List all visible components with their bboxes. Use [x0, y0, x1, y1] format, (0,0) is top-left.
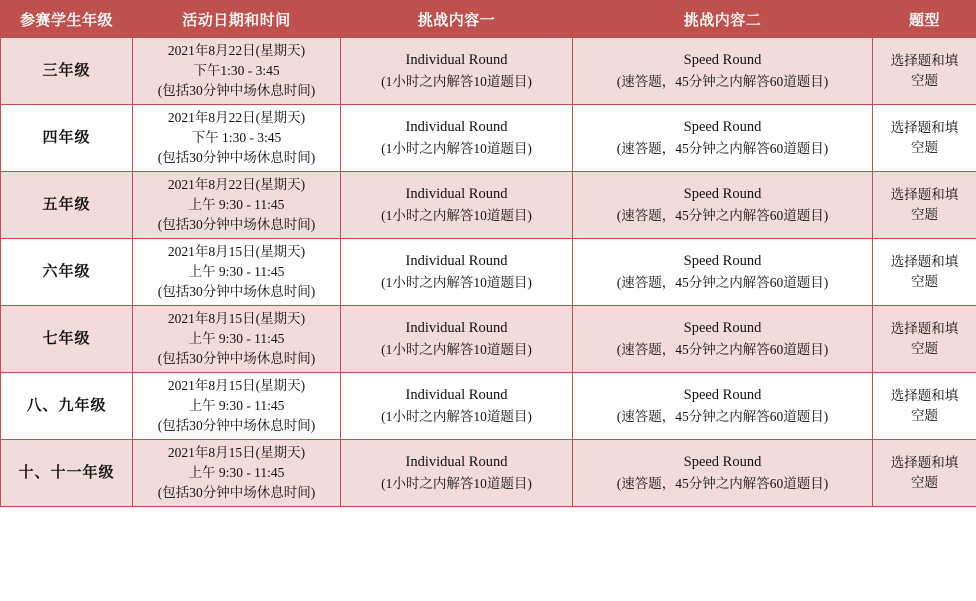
challenge-one-detail: (1小时之内解答10道题目): [381, 73, 532, 89]
question-type-line-2: 空题: [911, 475, 938, 490]
table-header: [1, 1, 976, 38]
cell-question-type: [873, 172, 976, 239]
cell-datetime: [133, 172, 341, 239]
challenge-one-name: Individual Round: [405, 52, 508, 69]
cell-time-text: 上午 9:30 - 11:45: [188, 330, 285, 346]
question-type-line-1: 选择题和填: [890, 454, 959, 470]
cell-challenge-two: [573, 38, 873, 105]
cell-grade: 六年级: [1, 239, 133, 306]
question-type-line-1: 选择题和填: [890, 253, 959, 269]
cell-datetime: [133, 239, 341, 306]
cell-break-note: (包括30分钟中场休息时间): [157, 351, 316, 367]
cell-time-text: 上午 9:30 - 11:45: [188, 263, 285, 279]
cell-grade: 四年级: [1, 105, 133, 172]
cell-challenge-one: [341, 306, 573, 373]
challenge-two-name: Speed Round: [683, 253, 762, 270]
challenge-two-name: Speed Round: [683, 387, 762, 404]
challenge-two-detail: (速答题，45分钟之内解答60道题目): [616, 341, 829, 357]
table-body: [1, 38, 976, 507]
challenge-one-name: Individual Round: [405, 320, 508, 337]
challenge-one-detail: (1小时之内解答10道题目): [381, 341, 532, 357]
cell-question-type: [873, 440, 976, 507]
question-type-line-2: 空题: [911, 341, 938, 356]
cell-date-text: 2021年8月22日(星期天): [167, 176, 306, 192]
column-header-challenge-one: 挑战内容一: [341, 1, 573, 38]
table-row: [1, 172, 976, 239]
question-type-line-1: 选择题和填: [890, 119, 959, 135]
challenge-one-name: Individual Round: [405, 387, 508, 404]
cell-break-note: (包括30分钟中场休息时间): [157, 485, 316, 501]
column-header-challenge-two: 挑战内容二: [573, 1, 873, 38]
challenge-two-name: Speed Round: [683, 52, 762, 69]
question-type-line-1: 选择题和填: [890, 52, 959, 68]
cell-question-type: [873, 38, 976, 105]
cell-challenge-two: [573, 306, 873, 373]
question-type-line-2: 空题: [911, 408, 938, 423]
cell-time-text: 上午 9:30 - 11:45: [188, 464, 285, 480]
challenge-two-detail: (速答题，45分钟之内解答60道题目): [616, 140, 829, 156]
cell-time-text: 下午 1:30 - 3:45: [191, 129, 282, 145]
challenge-one-detail: (1小时之内解答10道题目): [381, 207, 532, 223]
challenge-one-detail: (1小时之内解答10道题目): [381, 140, 532, 156]
cell-time-text: 下午1:30 - 3:45: [193, 62, 280, 78]
challenge-one-name: Individual Round: [405, 186, 508, 203]
cell-datetime: [133, 440, 341, 507]
cell-break-note: (包括30分钟中场休息时间): [157, 83, 316, 99]
cell-challenge-two: [573, 105, 873, 172]
challenge-one-detail: (1小时之内解答10道题目): [381, 408, 532, 424]
challenge-two-detail: (速答题，45分钟之内解答60道题目): [616, 207, 829, 223]
column-header-grade: 参赛学生年级: [1, 1, 133, 38]
cell-question-type: [873, 239, 976, 306]
cell-time-text: 上午 9:30 - 11:45: [188, 196, 285, 212]
cell-grade: 七年级: [1, 306, 133, 373]
cell-challenge-two: [573, 373, 873, 440]
cell-datetime: [133, 38, 341, 105]
question-type-line-1: 选择题和填: [890, 387, 959, 403]
cell-question-type: [873, 373, 976, 440]
cell-break-note: (包括30分钟中场休息时间): [157, 150, 316, 166]
cell-challenge-one: [341, 239, 573, 306]
table-row: [1, 105, 976, 172]
cell-datetime: [133, 306, 341, 373]
challenge-two-detail: (速答题，45分钟之内解答60道题目): [616, 73, 829, 89]
challenge-two-detail: (速答题，45分钟之内解答60道题目): [616, 408, 829, 424]
challenge-two-name: Speed Round: [683, 119, 762, 136]
cell-time-text: 上午 9:30 - 11:45: [188, 397, 285, 413]
table-row: [1, 38, 976, 105]
cell-challenge-one: [341, 172, 573, 239]
challenge-two-name: Speed Round: [683, 454, 762, 471]
column-header-question-type: 题型: [873, 1, 976, 38]
challenge-two-name: Speed Round: [683, 320, 762, 337]
cell-break-note: (包括30分钟中场休息时间): [157, 284, 316, 300]
challenge-one-name: Individual Round: [405, 119, 508, 136]
cell-date-text: 2021年8月15日(星期天): [167, 444, 306, 460]
challenge-two-name: Speed Round: [683, 186, 762, 203]
cell-date-text: 2021年8月22日(星期天): [167, 109, 306, 125]
question-type-line-2: 空题: [911, 140, 938, 155]
challenge-one-name: Individual Round: [405, 253, 508, 270]
question-type-line-2: 空题: [911, 73, 938, 88]
challenge-one-detail: (1小时之内解答10道题目): [381, 274, 532, 290]
cell-challenge-one: [341, 38, 573, 105]
cell-challenge-two: [573, 172, 873, 239]
cell-datetime: [133, 373, 341, 440]
challenge-one-name: Individual Round: [405, 454, 508, 471]
table-row: [1, 239, 976, 306]
cell-grade: 三年级: [1, 38, 133, 105]
cell-date-text: 2021年8月15日(星期天): [167, 310, 306, 326]
table-row: [1, 440, 976, 507]
cell-date-text: 2021年8月15日(星期天): [167, 377, 306, 393]
table-row: [1, 306, 976, 373]
cell-grade: 十、十一年级: [1, 440, 133, 507]
table-header-row: [1, 1, 976, 38]
question-type-line-2: 空题: [911, 274, 938, 289]
challenge-two-detail: (速答题，45分钟之内解答60道题目): [616, 475, 829, 491]
cell-challenge-two: [573, 239, 873, 306]
cell-date-text: 2021年8月22日(星期天): [167, 42, 306, 58]
question-type-line-2: 空题: [911, 207, 938, 222]
cell-break-note: (包括30分钟中场休息时间): [157, 217, 316, 233]
cell-challenge-one: [341, 373, 573, 440]
question-type-line-1: 选择题和填: [890, 186, 959, 202]
cell-grade: 五年级: [1, 172, 133, 239]
challenge-one-detail: (1小时之内解答10道题目): [381, 475, 532, 491]
cell-datetime: [133, 105, 341, 172]
cell-question-type: [873, 105, 976, 172]
column-header-datetime: 活动日期和时间: [133, 1, 341, 38]
question-type-line-1: 选择题和填: [890, 320, 959, 336]
cell-break-note: (包括30分钟中场休息时间): [157, 418, 316, 434]
cell-date-text: 2021年8月15日(星期天): [167, 243, 306, 259]
cell-challenge-one: [341, 105, 573, 172]
cell-challenge-one: [341, 440, 573, 507]
challenge-two-detail: (速答题，45分钟之内解答60道题目): [616, 274, 829, 290]
cell-challenge-two: [573, 440, 873, 507]
cell-grade: 八、九年级: [1, 373, 133, 440]
table-row: [1, 373, 976, 440]
cell-question-type: [873, 306, 976, 373]
